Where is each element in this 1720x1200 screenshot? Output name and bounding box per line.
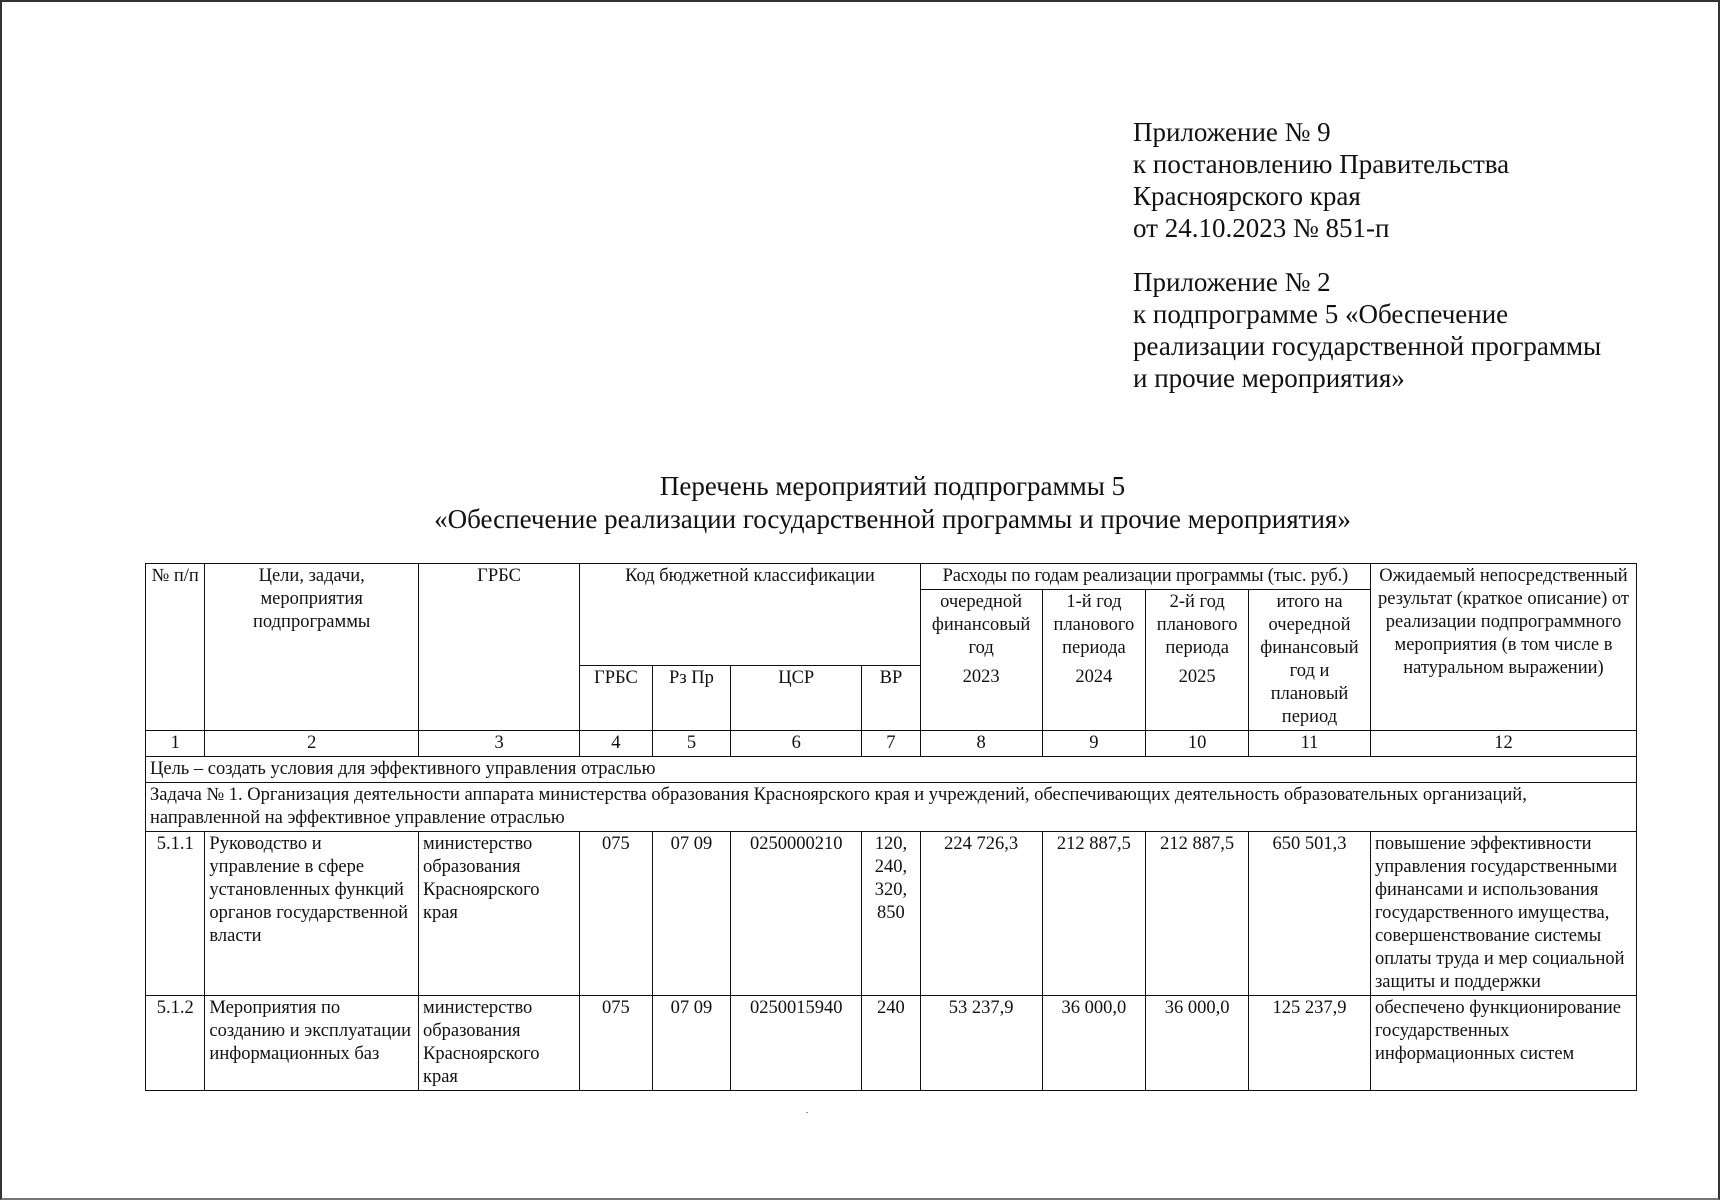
row-name: Руководство и управление в сфере установленных функций органов государственной власти	[205, 832, 419, 996]
header-code-csr: ЦСР	[731, 665, 862, 730]
row-y2025: 212 887,5	[1146, 832, 1249, 996]
row-total: 650 501,3	[1249, 832, 1371, 996]
goal-text: Цель – создать условия для эффективного управления отраслью	[146, 757, 1637, 783]
appendix9-line4: от 24.10.2023 № 851-п	[1133, 213, 1390, 243]
row-grbs: 075	[580, 832, 653, 996]
row-vr: 240	[862, 996, 920, 1091]
col-number: 3	[418, 731, 579, 757]
header-year-2025: 2025	[1146, 665, 1249, 730]
row-vr: 120, 240, 320, 850	[862, 832, 920, 996]
col-number: 11	[1249, 731, 1371, 757]
row-grbs-name: министерство образования Красноярского края	[418, 996, 579, 1091]
col-number: 12	[1370, 731, 1636, 757]
header-budget-code: Код бюджетной классификации	[580, 564, 921, 666]
task-text: Задача № 1. Организация деятельности аппарата министерства образования Красноярского края и учреждений, обеспечивающих деятельность образовательных организаций, направленной на эффективное управление отраслью	[146, 783, 1637, 832]
header-grbs: ГРБС	[418, 564, 579, 731]
document-title	[140, 470, 1645, 536]
col-number: 2	[205, 731, 419, 757]
col-number: 9	[1042, 731, 1146, 757]
col-number: 8	[920, 731, 1042, 757]
column-number-row	[146, 731, 1637, 757]
col-number: 4	[580, 731, 653, 757]
col-number: 7	[862, 731, 920, 757]
row-rzpr: 07 09	[652, 832, 731, 996]
title-line1: Перечень мероприятий подпрограммы 5	[659, 471, 1126, 501]
appendix2-line1: Приложение № 2	[1133, 267, 1331, 297]
row-rzpr: 07 09	[652, 996, 731, 1091]
header-year-2024: 2024	[1042, 665, 1146, 730]
row-y2023: 224 726,3	[920, 832, 1042, 996]
row-name: Мероприятия по созданию и эксплуатации информационных баз	[205, 996, 419, 1091]
table-row	[146, 996, 1637, 1091]
header-code-grbs: ГРБС	[580, 665, 653, 730]
header-num: № п/п	[146, 564, 205, 731]
header-code-vr: ВР	[862, 665, 920, 730]
scan-speck	[806, 1112, 808, 1113]
col-number: 5	[652, 731, 731, 757]
col-number: 10	[1146, 731, 1249, 757]
title-line2: «Обеспечение реализации государственной программы и прочие мероприятия»	[434, 504, 1351, 534]
row-num: 5.1.2	[146, 996, 205, 1091]
row-csr: 0250000210	[731, 832, 862, 996]
row-total: 125 237,9	[1249, 996, 1371, 1091]
row-y2024: 36 000,0	[1042, 996, 1146, 1091]
header-total: итого на очередной финансовый год и плановый период	[1249, 590, 1371, 731]
header-current-year: очередной финансовый год	[920, 590, 1042, 666]
row-num: 5.1.1	[146, 832, 205, 996]
appendix9-line1: Приложение № 9	[1133, 117, 1331, 147]
row-y2024: 212 887,5	[1042, 832, 1146, 996]
row-grbs-name: министерство образования Красноярского края	[418, 832, 579, 996]
row-csr: 0250015940	[731, 996, 862, 1091]
table-row	[146, 832, 1637, 996]
task-row	[146, 783, 1637, 832]
col-number: 6	[731, 731, 862, 757]
measures-table	[145, 563, 1637, 1091]
header-plan2: 2-й год планового периода	[1146, 590, 1249, 666]
goal-row	[146, 757, 1637, 783]
header-result: Ожидаемый непосредственный результат (краткое описание) от реализации подпрограммного мероприятия (в том числе в натуральном выражении)	[1370, 564, 1636, 731]
header-plan1: 1-й год планового периода	[1042, 590, 1146, 666]
row-grbs: 075	[580, 996, 653, 1091]
header-block	[1133, 116, 1693, 394]
appendix2-line4: и прочие мероприятия»	[1133, 363, 1405, 393]
header-year-2023: 2023	[920, 665, 1042, 730]
row-y2023: 53 237,9	[920, 996, 1042, 1091]
header-goals: Цели, задачи, мероприятия подпрограммы	[205, 564, 419, 731]
row-y2025: 36 000,0	[1146, 996, 1249, 1091]
appendix9-line3: Красноярского края	[1133, 181, 1361, 211]
row-result: повышение эффективности управления государственными финансами и использования государственного имущества, совершенствование системы оплаты труда и мер социальной защиты и поддержки	[1370, 832, 1636, 996]
header-expenses: Расходы по годам реализации программы (тыс. руб.)	[920, 564, 1370, 590]
appendix2-line3: реализации государственной программы	[1133, 331, 1602, 361]
col-number: 1	[146, 731, 205, 757]
appendix9-line2: к постановлению Правительства	[1133, 149, 1510, 179]
header-code-rzpr: Рз Пр	[652, 665, 731, 730]
row-result: обеспечено функционирование государственных информационных систем	[1370, 996, 1636, 1091]
appendix2-line2: к подпрограмме 5 «Обеспечение	[1133, 299, 1509, 329]
